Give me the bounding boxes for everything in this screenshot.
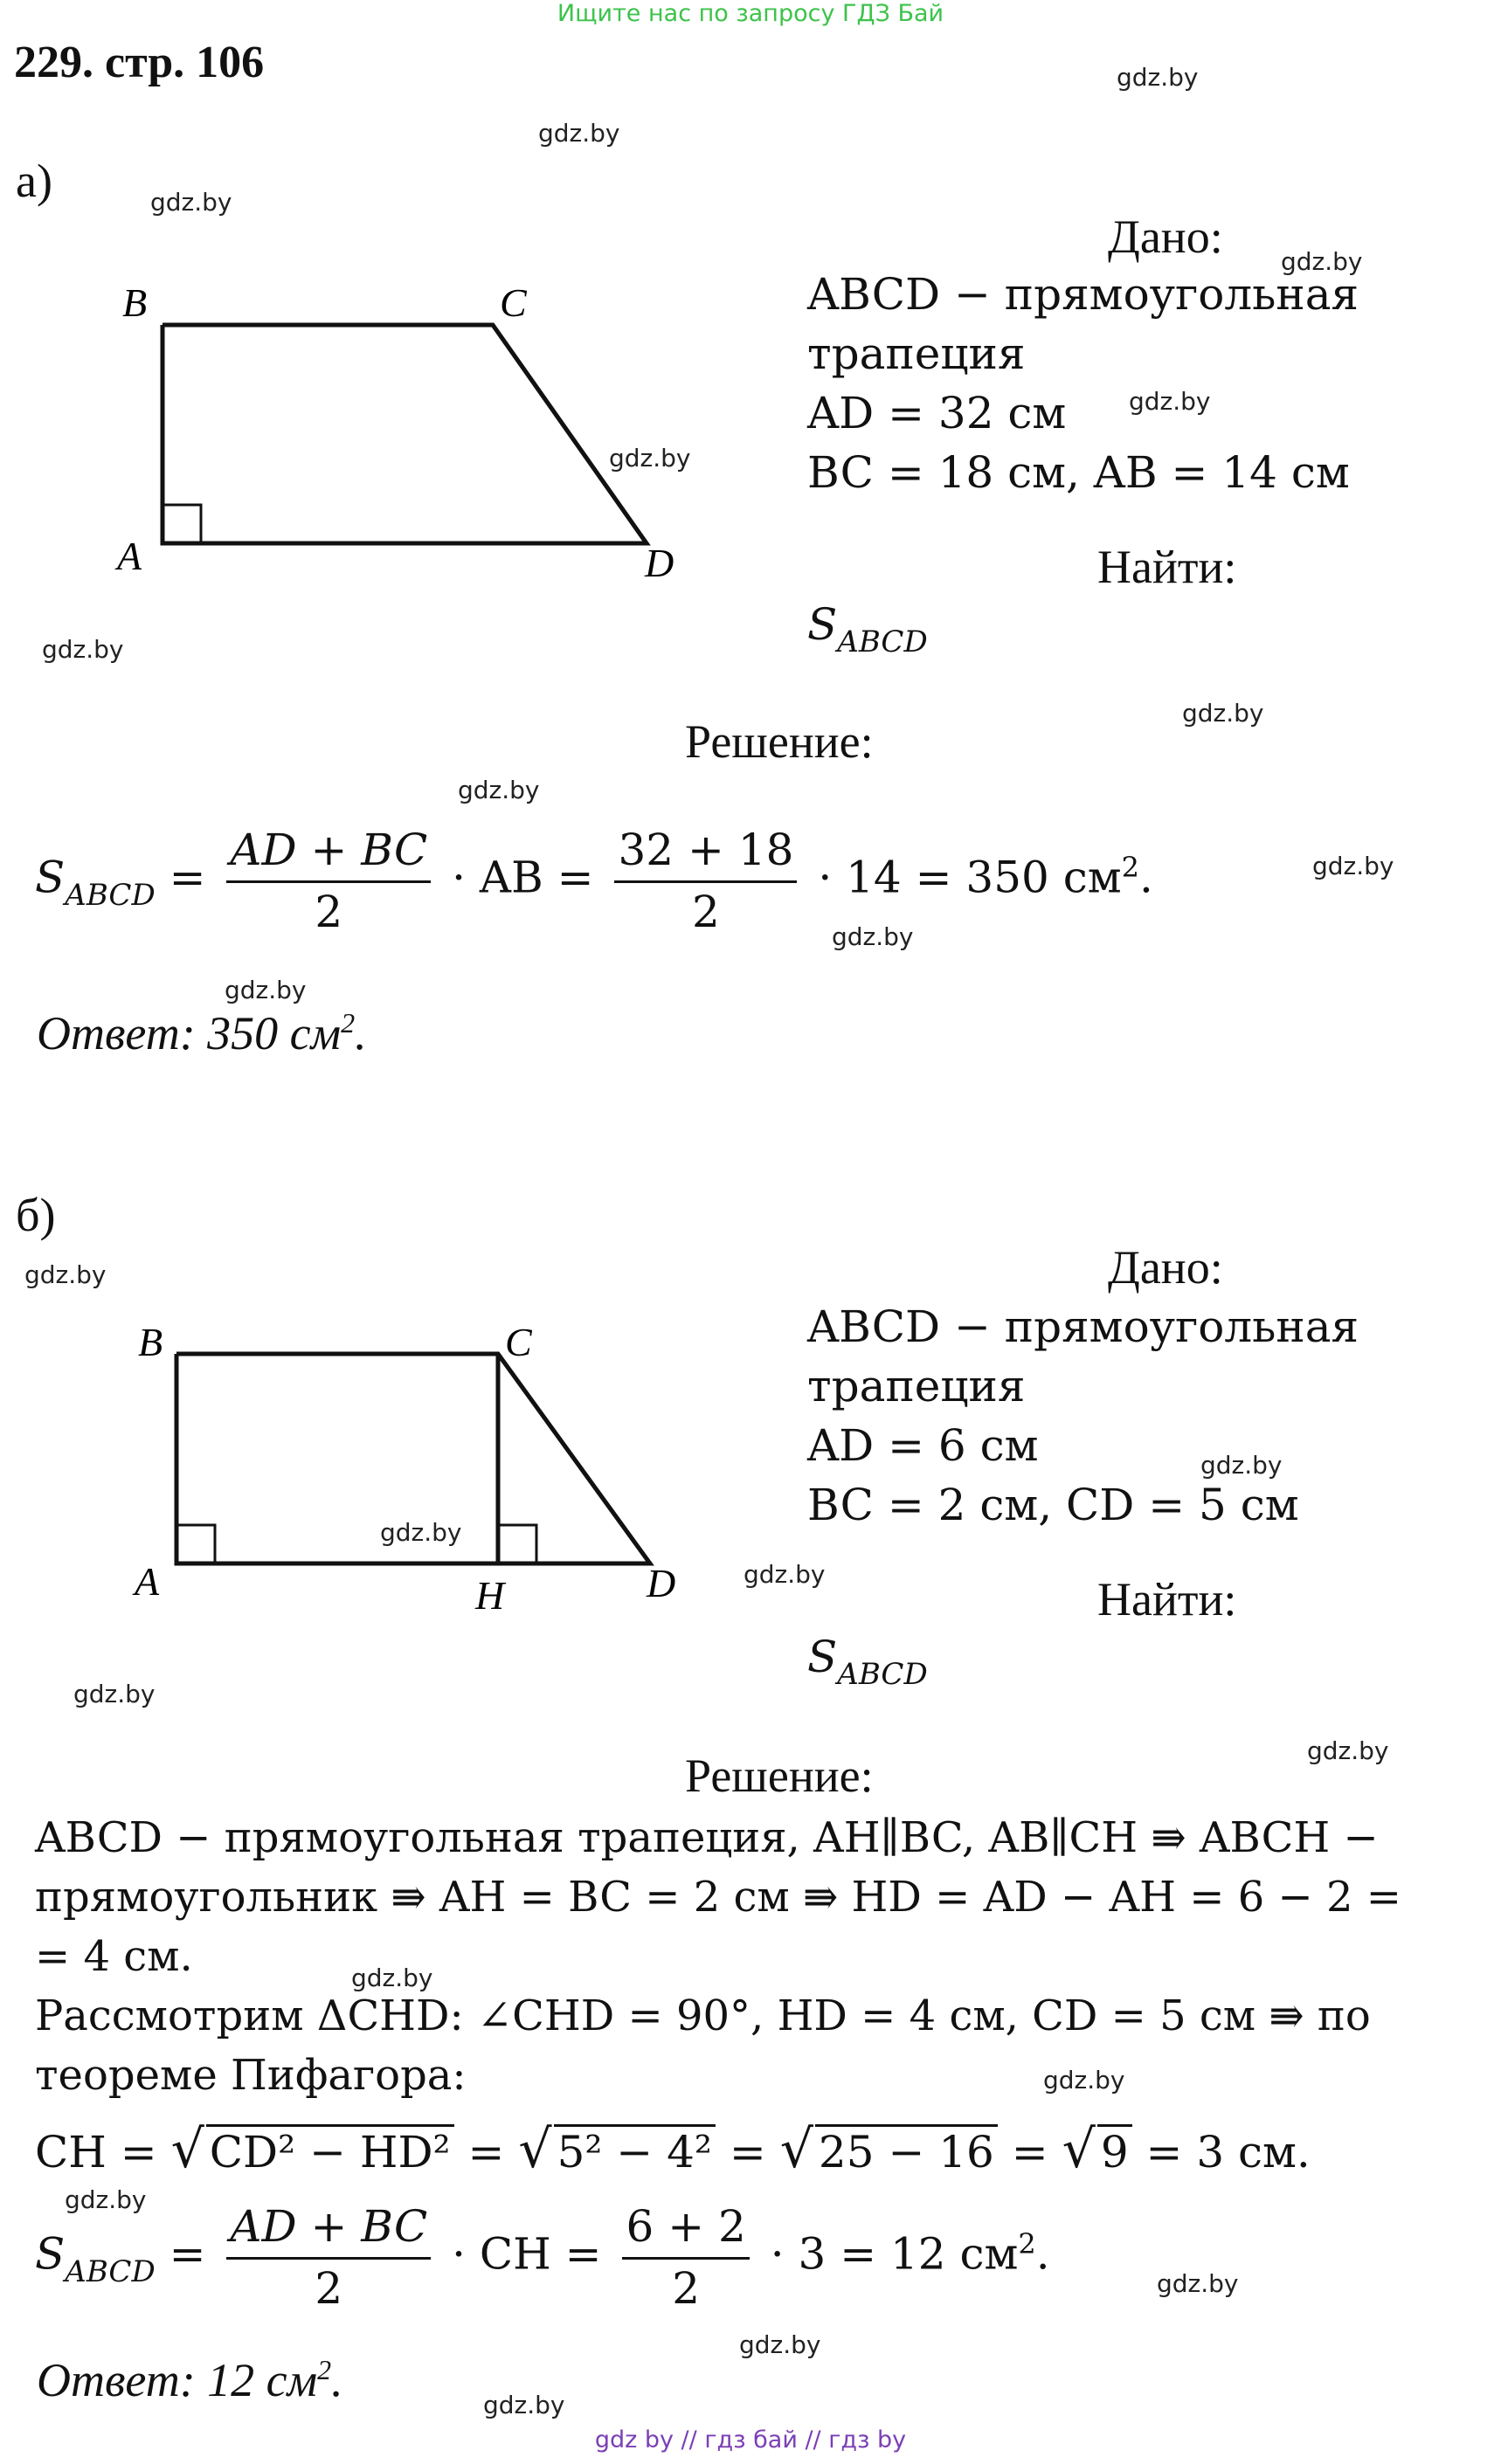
find-value: $S_{ABCD}$ [807,599,928,659]
vertex-label-a: A [117,534,142,578]
watermark: gdz.by [351,1964,433,1992]
page-title: 229. стр. 106 [14,38,265,87]
given-line: трапеция [807,328,1026,379]
part-b-label: б) [16,1189,56,1241]
watermark: gdz.by [538,119,620,148]
solution-line: = 4 см. [35,1932,193,1981]
watermark: gdz.by [1281,247,1363,276]
watermark: gdz.by [1043,2066,1125,2095]
given-line: BC = 18 см, AB = 14 см [807,447,1350,498]
watermark: gdz.by [65,2185,147,2214]
part-a-figure [105,280,716,594]
given-line: AD = 32 см [807,388,1067,438]
find-title: Найти: [1097,541,1237,593]
given-line: AD = 6 см [807,1420,1039,1471]
watermark: gdz.by [42,635,124,664]
watermark: gdz.by [380,1518,462,1547]
watermark: gdz.by [1182,699,1264,728]
watermark: gdz.by [1307,1736,1389,1765]
solution-line: Рассмотрим ΔCHD: ∠CHD = 90°, HD = 4 см, CD = 5 см ⇛ по [35,1991,1371,2040]
vertex-label-d: D [645,541,674,585]
solution-title: Решение: [685,715,874,768]
given-line: ABCD − прямоугольная [807,269,1359,320]
vertex-label-c: C [500,280,527,325]
footer-links[interactable]: gdz by // гдз бай // гдз by [594,2426,907,2454]
pythagoras-line: CH = √ CD² − HD² = √ 5² − 4² = √ 25 − 16 = √ 9 = 3 см. [35,2119,1311,2180]
part-b-figure [122,1310,734,1625]
solution-title: Решение: [685,1750,874,1802]
watermark: gdz.by [1117,63,1199,92]
watermark: gdz.by [483,2391,565,2419]
watermark: gdz.by [24,1260,107,1289]
find-title: Найти: [1097,1573,1237,1625]
answer-text: Ответ: 350 $см^2$. [37,1007,367,1059]
area-formula: $S_{ABCD}$ = $\frac{AD + BC}{2}$ · CH = $\frac{6 + 2}{2}$ · 3 = 12 $см^2$. [35,2201,1050,2314]
watermark: gdz.by [739,2330,821,2359]
given-title: Дано: [1108,211,1223,263]
given-line: BC = 2 см, CD = 5 см [807,1480,1299,1530]
answer-text: Ответ: 12 $см^2$. [37,2354,343,2406]
watermark: gdz.by [73,1680,156,1708]
vertex-label-d: D [647,1561,676,1605]
find-value: $S_{ABCD}$ [807,1632,928,1692]
area-formula: $S_{ABCD}$ = $\frac{AD + BC}{2}$ · AB = $\frac{32 + 18}{2}$ · 14 = 350 $см^2$. [35,825,1153,937]
search-banner[interactable]: Ищите нас по запросу ГДЗ Бай [557,0,944,27]
given-title: Дано: [1108,1241,1223,1294]
vertex-label-c: C [505,1320,532,1364]
watermark: gdz.by [744,1560,826,1589]
watermark: gdz.by [1157,2269,1239,2298]
vertex-label-b: B [122,280,148,325]
given-line: ABCD − прямоугольная [807,1301,1359,1352]
watermark: gdz.by [832,922,914,951]
watermark: gdz.by [609,444,691,473]
given-line: трапеция [807,1361,1026,1411]
watermark: gdz.by [1312,852,1394,880]
vertex-label-b: B [138,1320,163,1364]
vertex-label-a: A [135,1559,160,1604]
watermark: gdz.by [150,188,232,217]
part-a-label: а) [16,155,52,207]
solution-line: прямоугольник ⇛ AH = BC = 2 см ⇛ HD = AD − AH = 6 − 2 = [35,1873,1402,1922]
watermark: gdz.by [225,976,307,1004]
watermark: gdz.by [1200,1451,1283,1480]
solution-line: ABCD − прямоугольная трапеция, AH∥BC, AB∥CH ⇛ ABCH − [35,1813,1379,1862]
watermark: gdz.by [1129,387,1211,416]
watermark: gdz.by [458,776,540,804]
vertex-label-h: H [475,1573,505,1618]
solution-line: теореме Пифагора: [35,2051,467,2100]
